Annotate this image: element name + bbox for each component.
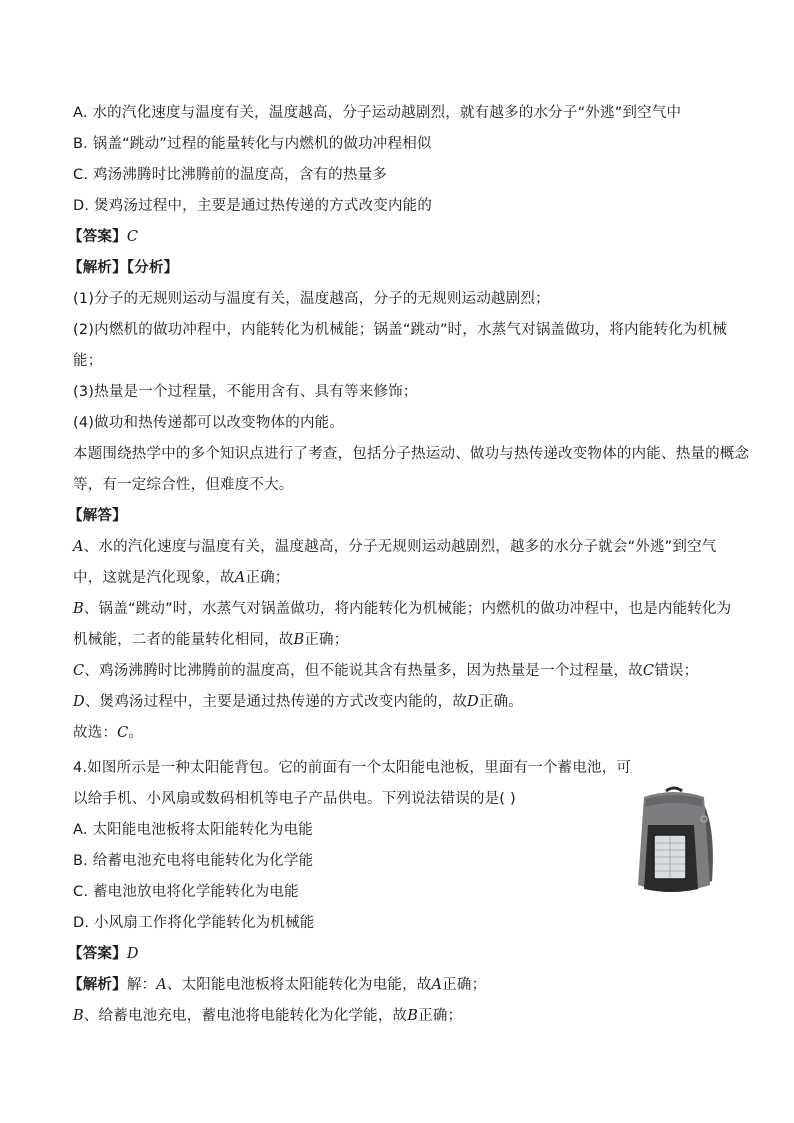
q3-analysis-summary: 本题围绕热学中的多个知识点进行了考查，包括分子热运动、做功与热传递改变物体的内能、热量的概念 [73,446,750,462]
analysis-label: 【解析】 [68,977,127,993]
q4-option-c: C. 蓄电池放电将化学能转化为电能 [73,884,299,900]
q3-option-c: C. 鸡汤沸腾时比沸腾前的温度高，含有的热量多 [73,167,387,183]
q3-solution-line [73,569,289,587]
option-letter: B [73,1008,84,1024]
q4-option-d: D. 小风扇工作将化学能转化为机械能 [73,915,315,931]
q3-solution-line [73,600,731,618]
analysis-text: 解： [126,977,157,993]
solution-text: 正确。 [478,694,523,710]
q4-analysis-line [68,976,486,994]
option-letter: C [73,663,85,679]
option-letter: C [642,663,655,679]
solution-text: 、鸡汤沸腾时比沸腾前的温度高，但不能说其含有热量多，因为热量是一个过程量，故 [84,663,643,679]
option-letter: B [293,632,305,648]
q3-analysis-point: (2)内燃机的做功冲程中，内能转化为机械能；锅盖“跳动”时，水蒸气对锅盖做功，将内能转化为机械 [73,322,727,338]
q3-analysis-point: (1)分子的无规则运动与温度有关，温度越高，分子的无规则运动越剧烈； [73,291,550,307]
solution-text: 错误； [654,663,699,679]
q3-solution-label: 【解答】 [68,508,127,524]
option-letter: D [73,694,85,710]
q3-analysis-point: (3)热量是一个过程量，不能用含有、具有等来修饰； [73,384,418,400]
option-letter: C [117,725,129,741]
solution-text: 中，这就是汽化现象，故 [73,570,235,586]
option-letter: A [156,977,167,993]
q3-solution-line [73,693,523,711]
solution-text: 正确； [245,570,290,586]
solution-text: 、水的汽化速度与温度有关，温度越高，分子无规则运动越剧烈，越多的水分子就会“外逃”到空气 [83,539,717,555]
q3-solution-line [73,662,698,680]
answer-value: D [126,946,139,962]
q3-analysis-point: 能； [73,353,103,369]
analysis-text: 正确； [418,1008,463,1024]
conclusion-text: 。 [128,725,144,741]
q3-analysis-label: 【解析】【分析】 [68,260,179,276]
analysis-text: 正确； [442,977,487,993]
option-letter: D [467,694,479,710]
answer-label: 【答案】 [68,946,127,962]
q3-solution-line [73,538,717,556]
option-letter: A [234,570,246,586]
q3-option-a: A. 水的汽化速度与温度有关，温度越高，分子运动越剧烈，就有越多的水分子“外逃”到空气中 [73,105,682,121]
conclusion-text: 故选： [73,725,118,741]
option-letter: A [73,539,84,555]
solution-text: 机械能，二者的能量转化相同，故 [73,632,294,648]
option-letter: B [407,1008,419,1024]
q3-answer [68,228,138,246]
q3-conclusion [73,724,143,742]
q4-option-a: A. 太阳能电池板将太阳能转化为电能 [73,822,313,838]
q3-analysis-point: (4)做功和热传递都可以改变物体的内能。 [73,415,345,431]
answer-value: C [126,229,139,245]
answer-label: 【答案】 [68,229,127,245]
solar-backpack-image [624,785,724,900]
q4-analysis-line [73,1007,462,1025]
q3-option-b: B. 锅盖“跳动”过程的能量转化与内燃机的做功冲程相似 [73,136,432,152]
q3-option-d: D. 煲鸡汤过程中，主要是通过热传递的方式改变内能的 [73,198,433,214]
solution-text: 正确； [304,632,349,648]
q4-answer [68,945,139,963]
q3-solution-line [73,631,348,649]
solution-text: 、煲鸡汤过程中，主要是通过热传递的方式改变内能的，故 [84,694,468,710]
analysis-text: 、给蓄电池充电，蓄电池将电能转化为化学能，故 [83,1008,408,1024]
solution-text: 、锅盖“跳动”时，水蒸气对锅盖做功，将内能转化为机械能；内燃机的做功冲程中，也是内能转化为 [83,601,732,617]
q4-stem-line1: 4.如图所示是一种太阳能背包。它的前面有一个太阳能电池板，里面有一个蓄电池，可 [73,760,632,776]
backpack-handle [666,788,682,791]
option-letter: A [431,977,443,993]
analysis-text: 、太阳能电池板将太阳能转化为电能，故 [166,977,432,993]
q4-stem-line2: 以给手机、小风扇或数码相机等电子产品供电。下列说法错误的是( ) [73,791,516,807]
option-letter: B [73,601,84,617]
q4-option-b: B. 给蓄电池充电将电能转化为化学能 [73,853,314,869]
q3-analysis-summary: 等，有一定综合性，但难度不大。 [73,477,294,493]
